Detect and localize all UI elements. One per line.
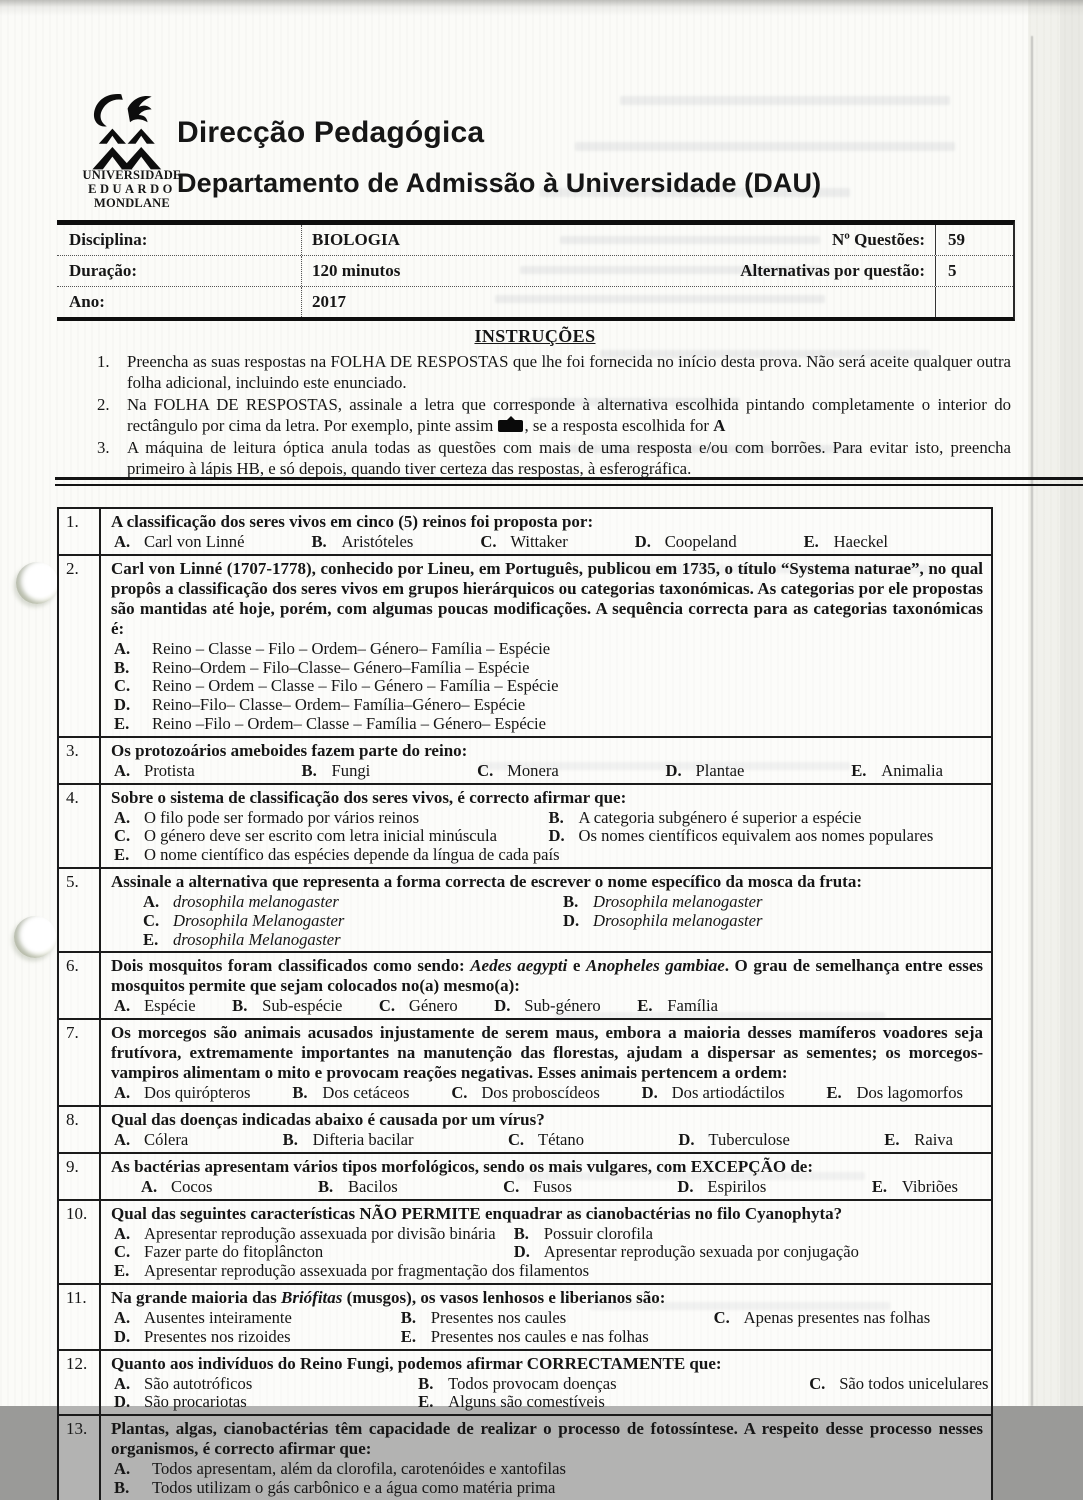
answer-options [111,1309,983,1347]
answer-option: D. Presentes nos rizoides [114,1326,291,1346]
answer-option: B. Todos utilizam o gás carbônico e a água como matéria prima [114,1477,556,1497]
answer-option: B. Bacilos [317,1176,398,1196]
question-row [59,1201,991,1285]
answer-option: C. Tétano [507,1129,585,1149]
section-divider [55,477,1083,486]
answer-option: D. Os nomes científicos equivalem aos nomes populares [548,826,934,846]
answer-option: C. Fazer parte do fitoplâncton [114,1242,324,1262]
ano-value: 2017 [312,292,346,311]
question-row [59,1154,991,1201]
answer-option: B. Aristóteles [311,532,414,551]
info-row-duracao [57,256,1013,287]
answer-option: A. Cólera [114,1129,189,1149]
question-number: 7. [59,1020,101,1105]
question-row [59,509,991,556]
answer-option: A. Dos quirópteros [114,1083,251,1103]
question-stem: As bactérias apresentam vários tipos morfológicos, sendo os mais vulgares, com EXCEPÇÃO de: [111,1156,813,1176]
answer-option: C. Dos proboscídeos [451,1083,600,1103]
answer-option: D. Apresentar reprodução sexuada por conjugação [513,1242,859,1262]
answer-option: D. Drosophila melanogaster [563,910,763,930]
answer-option: E. Reino –Filo – Ordem– Classe – Família – Género– Espécie [114,713,547,733]
question-stem: Carl von Linné (1707-1778), conhecido por Lineu, em Português, publicou em 1735, o título “Systema naturae”, no qual propôs a classificação dos seres vivos em grupos hierárquicos ou categorias taxonómicas. As categorias por ele propostas são mantidas até hoje, porém, com algumas poucas modificações. A sequência correcta para as categorias taxonómicas é: [111,558,983,638]
answer-option: E. Raiva [884,1129,953,1149]
scan-edge-line [1031,36,1033,1406]
question-stem: Os morcegos são animais acusados injustamente de serem maus, embora a maioria desses mamíferos voadores seja frutívora, extremamente importantes na manutenção das florestas, ajudam a dispersar as sementes; os morcegos-vampiros alimentam o mito e provocam reações negativas. Esses animais pertencem a ordem: [111,1023,983,1083]
alternativas-value: 5 [935,256,1013,286]
question-number: 4. [59,785,101,867]
answer-option: D. São procariotas [114,1392,247,1412]
question-row [59,556,991,738]
answer-option: C. Drosophila Melanogaster [143,910,345,930]
question-number: 10. [59,1201,101,1283]
answer-option: A. Ausentes inteiramente [114,1307,292,1327]
answer-option: A. Apresentar reprodução assexuada por divisão binária [114,1223,496,1243]
answer-option: D. Sub-género [494,996,601,1016]
answer-option: B. Todos provocam doenças [418,1373,617,1393]
answer-option: D. Tuberculose [678,1129,790,1149]
duracao-label: Duração: [57,256,302,286]
question-row [59,1416,991,1500]
num-questoes-label: Nº Questões: [832,230,925,249]
question-row [59,1351,991,1417]
question-number: 9. [59,1154,101,1199]
instruction-item: 1. Preencha as suas respostas na FOLHA DE RESPOSTAS que lhe foi fornecida no início desta prova. Não será aceite qualquer outra folha adicional, incluindo este enunciado. [97,352,1011,392]
question-row [59,869,991,953]
question-body [101,738,991,783]
answer-options [111,1178,983,1197]
instructions-section [57,326,1013,481]
question-body [101,1020,991,1105]
answer-option: A. Reino – Classe – Filo – Ordem– Género– Família – Espécie [114,638,551,658]
question-number: 12. [59,1351,101,1415]
answer-option: B. Fungi [301,760,371,780]
question-number: 3. [59,738,101,783]
question-stem: Quanto aos indivíduos do Reino Fungi, podemos afirmar CORRECTAMENTE que: [111,1353,722,1373]
question-row [59,1107,991,1154]
answer-option: A. Carl von Linné [114,532,245,551]
answer-option: E. Vibriões [871,1176,958,1196]
answer-options [111,1373,989,1413]
question-number: 1. [59,509,101,554]
uem-logo [86,92,166,170]
question-stem: Qual das doenças indicadas abaixo é causada por um vírus? [111,1109,545,1129]
question-stem: Assinale a alternativa que representa a forma correcta de escrever o nome específico da mosca da fruta: [111,871,862,891]
question-stem: Dois mosquitos foram classificados como sendo: Aedes aegypti e Anopheles gambiae. O grau de semelhança entre esses mosquitos permite que sejam colocados no(a) mesmo(a): [111,956,984,996]
answer-option: A. Cocos [141,1176,213,1196]
answer-option: D. Plantae [665,760,745,780]
question-body [101,1416,991,1500]
answer-option: B. Dos cetáceos [292,1083,410,1103]
instruction-item: 2. Na FOLHA DE RESPOSTAS, assinale a letra que corresponde à alternativa escolhida pintando completamente o interior do rectângulo por cima da letra. Por exemplo, pinte assim , se a resposta escolhida for A [97,395,1011,435]
question-body [101,1154,991,1199]
answer-option: A. O filo pode ser formado por vários reinos [114,807,420,827]
answer-option: E. Haeckel [803,532,888,551]
answer-options [111,640,983,734]
question-row [59,1285,991,1351]
question-stem: Na grande maioria das Briófitas (musgos), os vasos lenhosos e liberianos são: [111,1287,666,1307]
question-body [101,509,991,554]
answer-option: B. Drosophila melanogaster [563,891,763,911]
answer-option: E. Alguns são comestíveis [418,1392,605,1412]
question-number: 5. [59,869,101,951]
question-number: 6. [59,953,101,1018]
question-number: 13. [59,1416,101,1500]
answer-options [111,1460,983,1498]
question-number: 2. [59,556,101,736]
answer-options [111,997,983,1016]
page-subtitle: Departamento de Admissão à Universidade (DAU) [177,168,822,198]
page-title: Direcção Pedagógica [177,116,485,149]
answer-option: D. Reino–Filo– Classe– Ordem– Família–Género– Espécie [114,695,526,715]
answer-options [111,1084,983,1103]
question-body [101,1285,991,1349]
answer-option: E. Dos lagomorfos [826,1083,963,1103]
answer-options [111,1131,983,1150]
answer-option: B. Possuir clorofila [513,1223,653,1243]
question-body [101,556,991,736]
answer-option: A. São autotróficos [114,1373,253,1393]
alternativas-label: Alternativas por questão: [740,261,925,280]
answer-option: E. Presentes nos caules e nas folhas [400,1326,649,1346]
punch-hole [14,916,56,958]
disciplina-label: Disciplina: [57,225,302,255]
question-stem: A classificação dos seres vivos em cinco (5) reinos foi proposta por: [111,512,594,531]
question-stem: Qual das seguintes características NÃO PERMITE enquadrar as cianobactérias no filo Cyanophyta? [111,1203,843,1223]
answer-option: E. O nome científico das espécies depende da língua de cada país [114,845,560,865]
answer-option: A. drosophila melanogaster [143,891,339,911]
question-body [101,785,991,867]
answer-option: C. Apenas presentes nas folhas [713,1307,931,1327]
questions-table [57,507,993,1500]
instruction-item: 3. A máquina de leitura óptica anula todas as questões com mais de uma resposta e/ou com borrões. Para evitar isto, preencha primeiro à lápis HB, e só depois, quando tiver certeza das respostas, à esferográfica. [97,438,1011,478]
answer-option: C. Fusos [503,1176,572,1196]
answer-option: E. drosophila Melanogaster [143,929,341,949]
question-body [101,869,991,951]
info-row-ano [57,287,1013,317]
answer-option: B. Presentes nos caules [400,1307,567,1327]
ano-label: Ano: [57,287,302,317]
answer-option: A. Todos apresentam, além da clorofila, carotenóides e xantofilas [114,1459,566,1479]
answer-option: C. Monera [477,760,559,780]
question-stem: Sobre o sistema de classificação dos seres vivos, é correcto afirmar que: [111,787,627,807]
question-row [59,1020,991,1107]
answer-option: B. Sub-espécie [232,996,343,1016]
answer-option: C. Wittaker [480,532,568,551]
num-questoes-value: 59 [935,225,1013,255]
answer-option: B. Reino–Ordem – Filo–Classe– Género–Família – Espécie [114,657,530,677]
answer-option: C. O género deve ser escrito com letra inicial minúscula [114,826,497,846]
answer-option: A. Protista [114,760,195,780]
filled-answer-mark-icon [498,420,523,432]
answer-option: D. Dos artiodáctilos [641,1083,785,1103]
university-name: UNIVERSIDADE EDUARDO MONDLANE [82,168,182,210]
answer-option: B. Difteria bacilar [282,1129,414,1149]
answer-option: E. Apresentar reprodução assexuada por fragmentação dos filamentos [114,1261,590,1281]
answer-option: D. Espirilos [677,1176,767,1196]
question-body [101,953,991,1018]
answer-option: E. Animalia [851,760,943,780]
question-number: 11. [59,1285,101,1349]
question-row [59,738,991,785]
answer-option: A. Espécie [114,996,196,1016]
answer-option: E. Família [637,996,718,1016]
answer-options [111,893,983,949]
answer-option: D. Coopeland [634,532,737,551]
answer-options [111,762,983,781]
question-body [101,1201,991,1283]
exam-info-table [57,220,1015,321]
answer-option: C. Género [378,996,458,1016]
disciplina-value: BIOLOGIA [312,230,400,249]
question-body [101,1351,991,1415]
question-number: 8. [59,1107,101,1152]
question-row [59,785,991,869]
answer-option: C. Reino – Ordem – Classe – Filo – Género – Família – Espécie [114,676,559,696]
punch-hole [16,562,58,604]
answer-option: B. A categoria subgénero é superior a espécie [548,807,862,827]
instructions-heading: INSTRUÇÕES [474,326,596,346]
question-body [101,1107,991,1152]
answer-option: C. São todos unicelulares [809,1373,989,1393]
question-stem: Os protozoários ameboides fazem parte do reino: [111,740,468,760]
info-row-disciplina [57,225,1013,256]
question-stem: Plantas, algas, cianobactérias têm capacidade de realizar o processo de fotossíntese. A respeito desse processo nesses organismos, é correcto afirmar que: [111,1419,983,1459]
answer-options [111,1225,983,1281]
answer-options [111,533,983,552]
question-row [59,953,991,1020]
duracao-value: 120 minutos [312,261,401,280]
answer-options [111,809,983,865]
